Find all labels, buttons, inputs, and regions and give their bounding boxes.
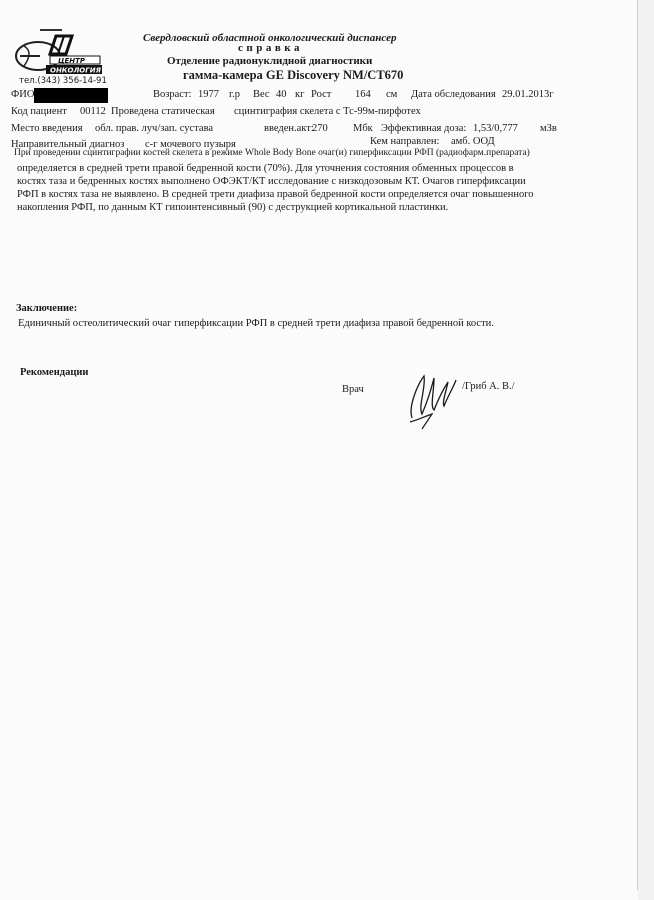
patient-code-value: 00112: [80, 106, 106, 117]
logo-text-line1: ЦЕНТР: [58, 57, 86, 65]
referral-diagnosis-value: с-г мочевого пузыря: [145, 139, 236, 150]
department-name: Отделение радионуклидной диагностики: [167, 55, 373, 67]
recommendations-label: Рекомендации: [20, 367, 89, 378]
referred-by-label: Кем направлен:: [370, 136, 440, 147]
document-type: справка: [238, 42, 303, 54]
weight-unit: кг: [295, 89, 305, 100]
findings-line: определяется в средней трети правой бедренной кости (70%). Для уточнения состояния обменных процессов в: [17, 163, 514, 174]
procedure-text: Проведена статическая: [111, 106, 215, 117]
effective-dose-unit: мЗв: [540, 123, 557, 134]
referred-by-value: амб. ООД: [451, 136, 495, 147]
birth-year-unit: г.р: [229, 89, 240, 100]
exam-date-value: 29.01.2013г: [502, 89, 554, 100]
page-edge-shadow: [638, 0, 654, 900]
patient-code-label: Код пациент: [11, 106, 67, 117]
logo-bar: [40, 29, 62, 31]
age-label: Возраст:: [153, 89, 192, 100]
height-value: 164: [355, 89, 371, 100]
findings-intro: При проведении сцинтиграфии костей скелета в режиме Whole Body Bone очаг(и) гиперфиксации РФП (радиофарм.препарата): [14, 148, 530, 158]
height-label: Рост: [311, 89, 332, 100]
device-name: гамма-камера GE Discovery NM/CT670: [183, 68, 404, 82]
conclusion-label: Заключение:: [16, 303, 78, 314]
doctor-name: /Гриб А. В./: [462, 381, 515, 392]
findings-line: РФП в костях таза не выявлено. В средней трети диафиза правой бедренной кости определяется очаг повышенного: [17, 189, 534, 200]
height-unit: см: [386, 89, 398, 100]
injection-site-label: Место введения: [11, 123, 83, 134]
findings-line: костях таза и бедренных костях выполнено ОФЭКТ/КТ исследование с низкодозовым КТ. Очагов гиперфиксации: [17, 176, 526, 187]
activity-value: 270: [312, 123, 328, 134]
page-edge-line: [637, 0, 638, 890]
injection-site-value: обл. прав. луч/зап. сустава: [95, 123, 214, 134]
birth-year: 1977: [198, 89, 219, 100]
conclusion-text: Единичный остеолитический очаг гиперфиксации РФП в средней трети диафиза правой бедренной кости.: [18, 318, 494, 329]
logo-phone: тел.(343) 356-14-91: [19, 76, 107, 86]
fio-redacted: [34, 88, 108, 103]
procedure-type: сцинтиграфия скелета с Тс-99м-пирфотех: [234, 106, 421, 117]
logo-emblem-icon: [10, 32, 110, 76]
referral-diagnosis-label: Направительный диагноз: [11, 139, 125, 150]
effective-dose-value: 1,53/0,777: [473, 123, 518, 134]
effective-dose-label: Эффективная доза:: [381, 123, 467, 134]
fio-label: ФИО: [11, 89, 35, 100]
doctor-role-label: Врач: [342, 384, 364, 395]
exam-date-label: Дата обследования: [411, 89, 496, 100]
activity-label: введен.акт:: [264, 123, 314, 134]
logo-text-line2: ОНКОЛОГИЯ: [50, 66, 101, 75]
activity-unit: Мбк: [353, 123, 373, 134]
weight-value: 40: [276, 89, 287, 100]
findings-line: накопления РФП, по данным КТ гипоинтенсивный (90) с деструкцией кортикальной пластинки.: [17, 202, 449, 213]
clinic-logo: [10, 28, 110, 88]
organization-name: Свердловский областной онкологический диспансер: [143, 32, 397, 44]
signature-icon: [404, 370, 464, 430]
weight-label: Вес: [253, 89, 270, 100]
